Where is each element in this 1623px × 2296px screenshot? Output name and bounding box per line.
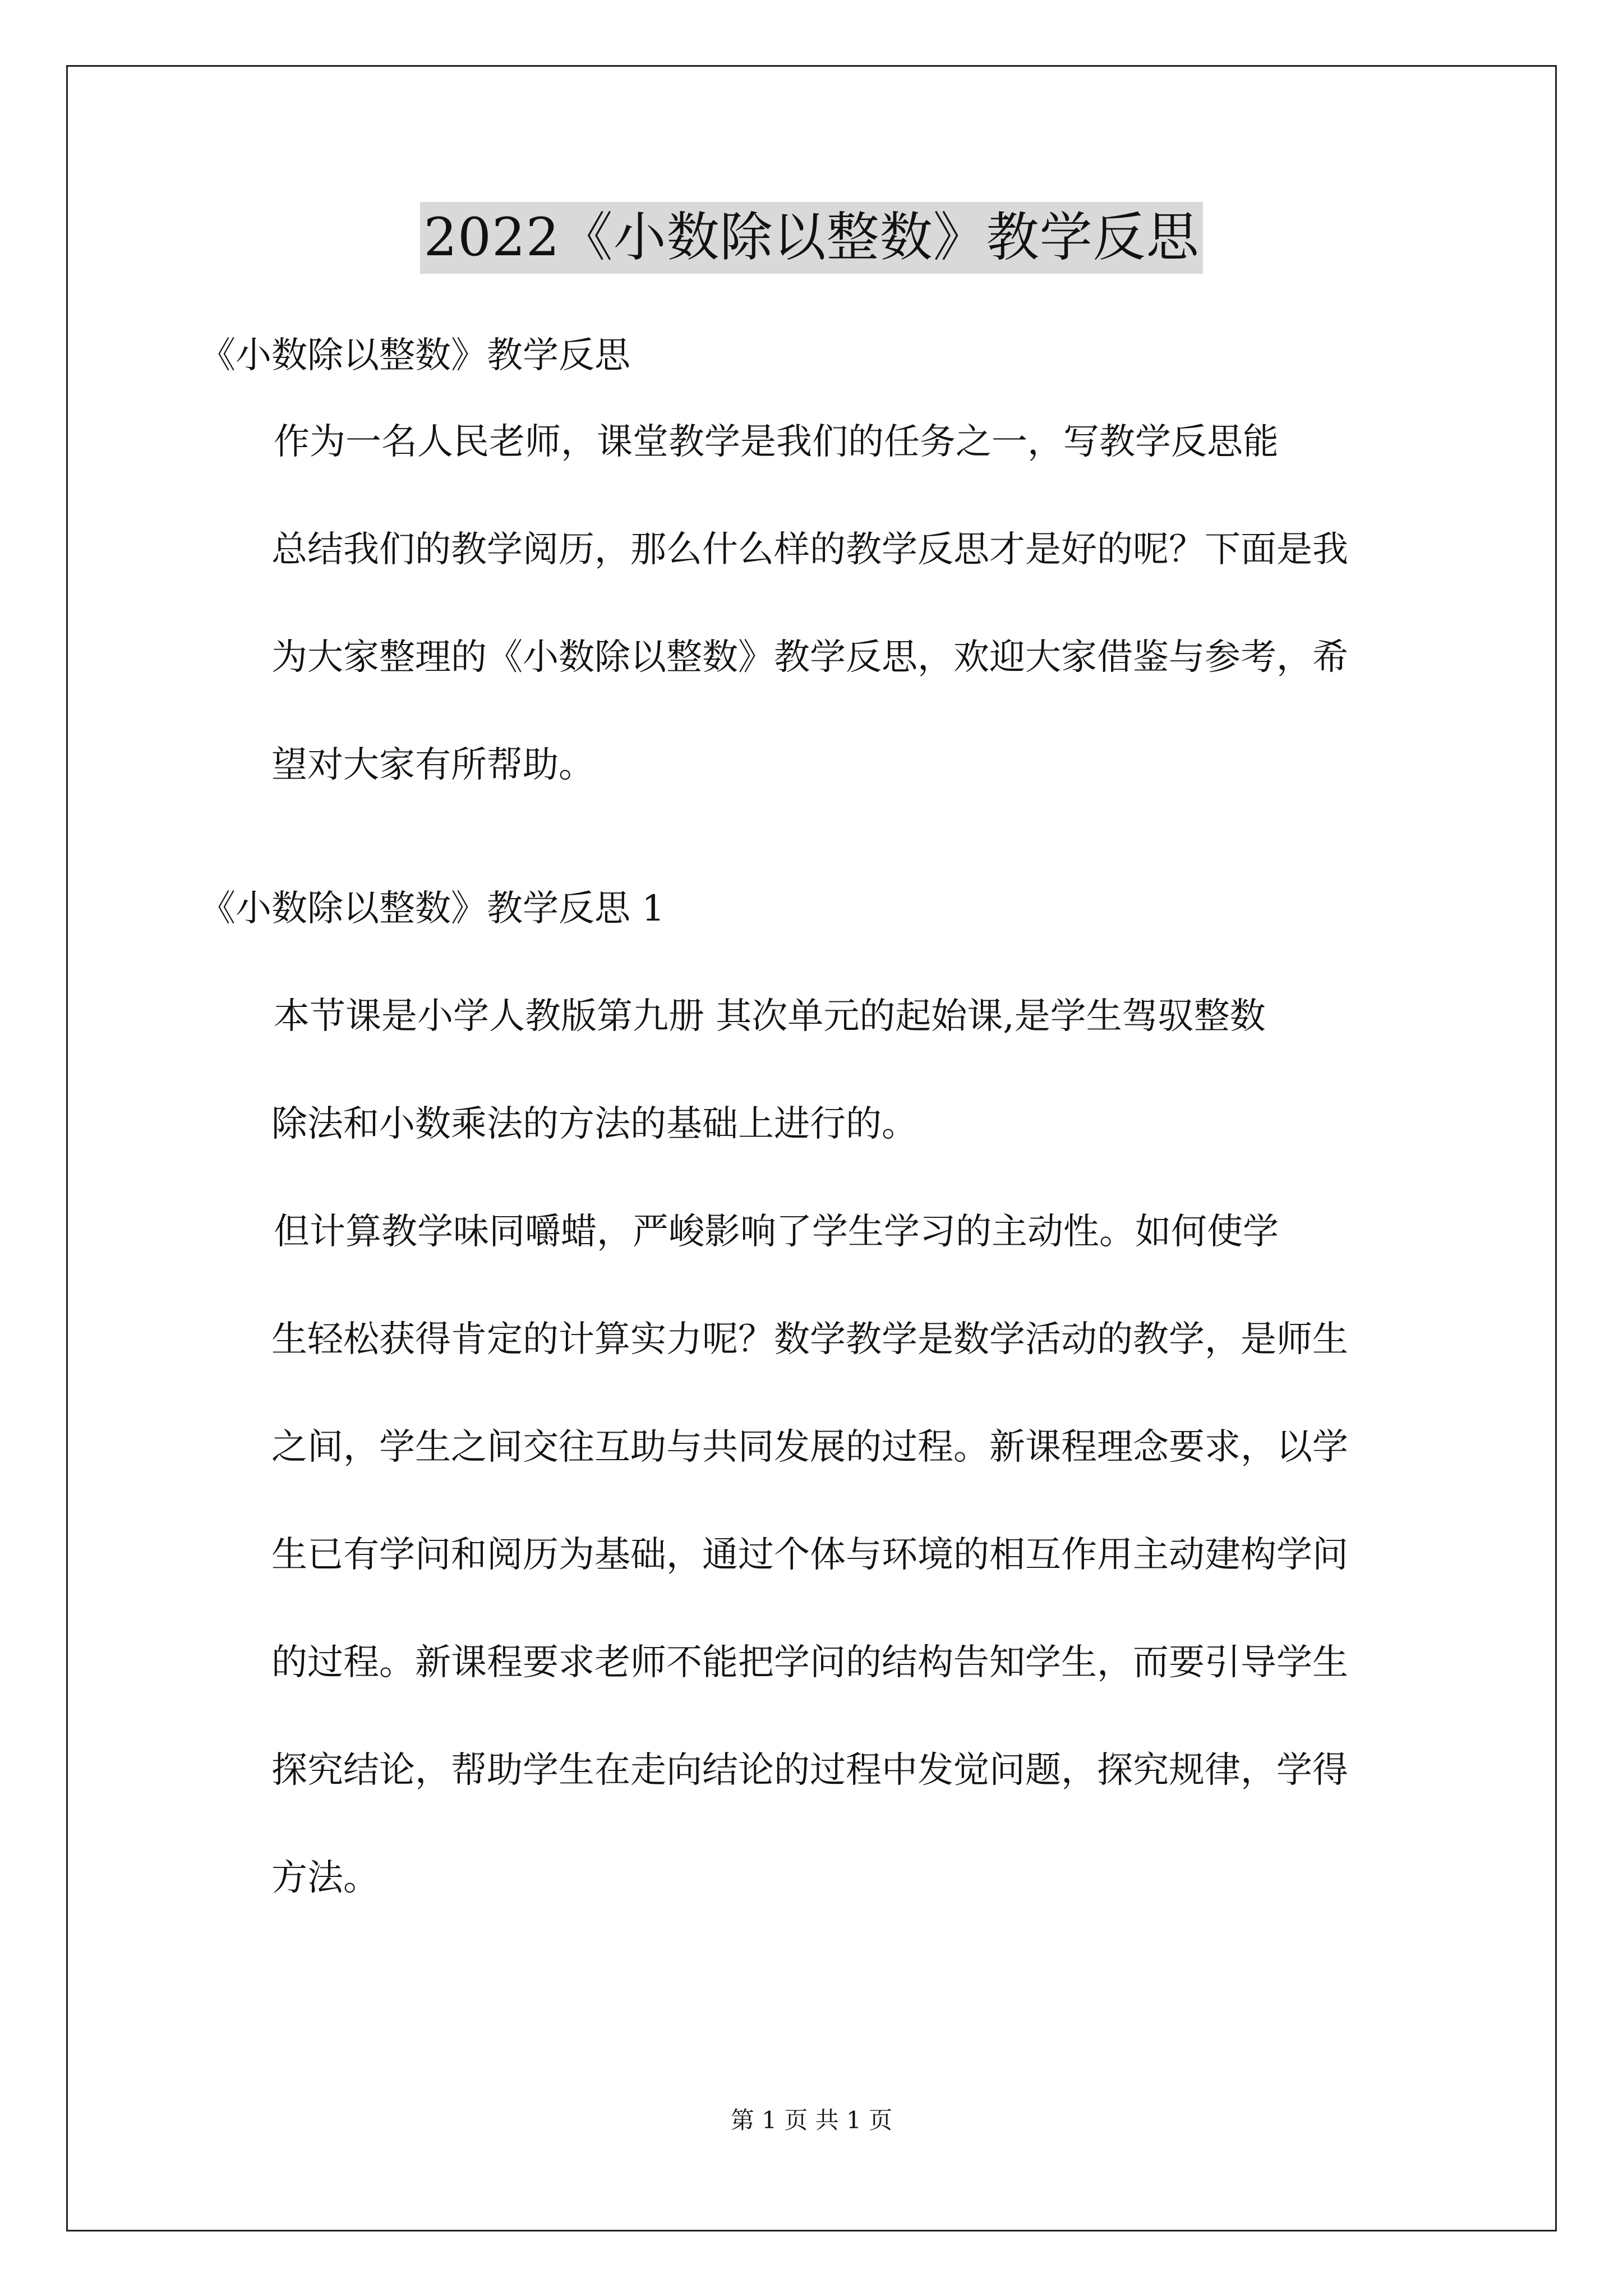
paragraph-line: 的过程。新课程要求老师不能把学问的结构告知学生，而要引导学生	[271, 1642, 1348, 1683]
intro-line: 作为一名人民老师，课堂教学是我们的任务之一，写教学反思能	[274, 421, 1279, 463]
section-heading: 《小数除以整数》教学反思 1	[200, 888, 665, 930]
paragraph-line: 除法和小数乘法的方法的基础上进行的。	[271, 1103, 917, 1145]
paragraph-line: 之间，学生之间交往互助与共同发展的过程。新课程理念要求，以学	[271, 1427, 1348, 1468]
paragraph-line: 探究结论，帮助学生在走向结论的过程中发觉问题，探究规律，学得	[271, 1750, 1348, 1791]
document-title-text: 2022《小数除以整数》教学反思	[420, 202, 1202, 274]
paragraph-line: 本节课是小学人教版第九册 其次单元的起始课,是学生驾驭整数	[274, 996, 1266, 1037]
paragraph-line: 方法。	[271, 1857, 379, 1899]
paragraph-line: 生轻松获得肯定的计算实力呢？数学教学是数学活动的教学，是师生	[271, 1319, 1348, 1360]
page-footer: 第 1 页 共 1 页	[730, 2106, 893, 2134]
intro-line: 为大家整理的《小数除以整数》教学反思，欢迎大家借鉴与参考，希	[271, 637, 1348, 678]
document-title	[0, 202, 1623, 274]
intro-paragraph	[200, 415, 1428, 792]
document-subtitle: 《小数除以整数》教学反思	[200, 335, 630, 376]
paragraph-2	[200, 1205, 1428, 1905]
intro-line: 总结我们的教学阅历，那么什么样的教学反思才是好的呢？下面是我	[271, 529, 1348, 570]
paragraph-line: 但计算教学味同嚼蜡，严峻影响了学生学习的主动性。如何使学	[274, 1211, 1279, 1253]
paragraph-1	[200, 990, 1428, 1151]
paragraph-line: 生已有学问和阅历为基础，通过个体与环境的相互作用主动建构学问	[271, 1534, 1348, 1576]
document-body	[200, 329, 1428, 1959]
intro-line: 望对大家有所帮助。	[271, 744, 594, 786]
